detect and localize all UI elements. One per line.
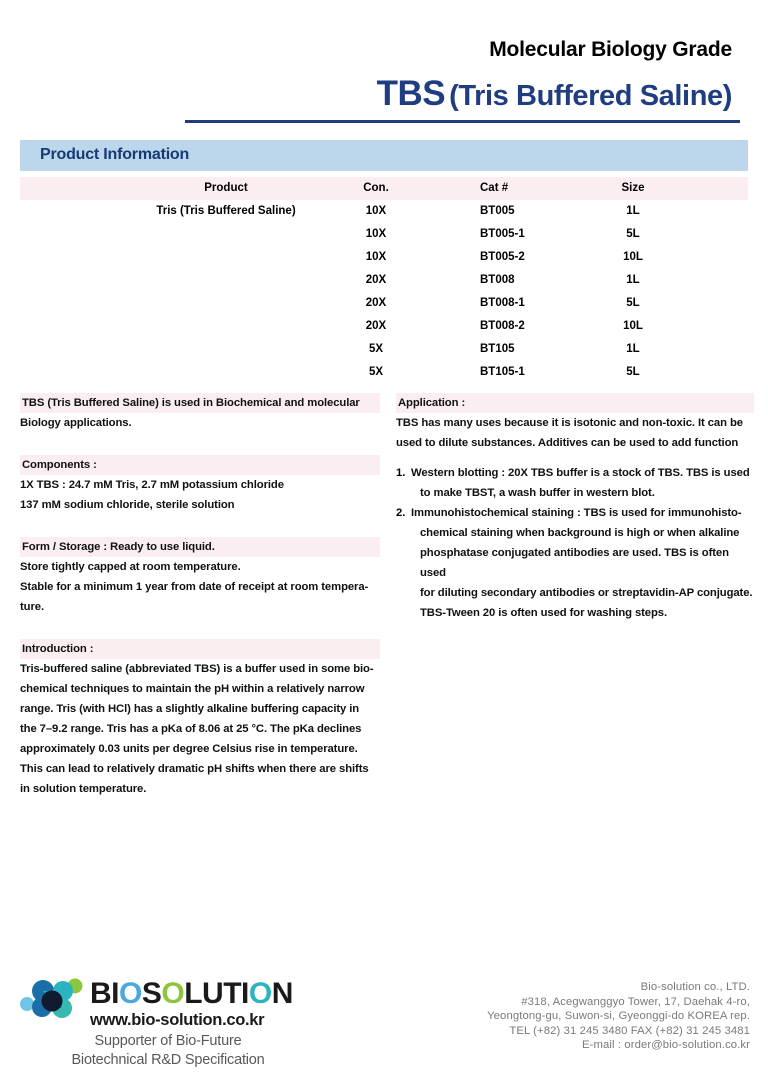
application-list [396,463,754,623]
introduction-line: This can lead to relatively dramatic pH shifts when there are shifts [20,763,369,775]
table-body [20,200,748,384]
company-wordmark [90,979,293,1009]
form-storage-line: ture. [20,601,44,613]
introduction-line: Tris-buffered saline (abbreviated TBS) is a buffer used in some bio- [20,663,374,675]
components-heading: Components : [20,455,380,475]
company-website-url[interactable]: www.bio-solution.co.kr [90,1011,265,1029]
introduction-line: the 7–9.2 range. Tris has a pKa of 8.06 at 25 °C. The pKa declines [20,723,362,735]
column-header-product: Product [204,182,248,194]
page-title [377,76,732,111]
cell-size: 5L [626,297,640,309]
wordmark-o-green: O [161,977,185,1010]
page-header [0,0,768,130]
cell-con: 20X [365,320,387,332]
components-block [20,455,380,515]
cell-size: 1L [626,343,640,355]
cell-cat: BT008-2 [480,320,525,332]
cell-size: 10L [623,251,643,263]
cell-size: 5L [626,366,640,378]
contact-email[interactable]: E-mail : order@bio-solution.co.kr [582,1039,750,1052]
column-header-con: Con. [363,182,389,194]
cell-size: 1L [626,205,640,217]
product-information-label: Product Information [40,146,190,163]
column-header-size: Size [621,182,645,194]
cell-cat: BT008-1 [480,297,525,309]
right-content-column [396,393,754,645]
introduction-block [20,639,380,799]
intro-summary-line: TBS (Tris Buffered Saline) is used in Biochemical and molecular [20,393,380,413]
introduction-line: in solution temperature. [20,783,147,795]
application-block [396,393,754,623]
product-information-bar [20,140,748,171]
application-line: TBS has many uses because it is isotonic and non-toxic. It can be [396,417,743,429]
cell-con: 5X [368,366,384,378]
cell-cat: BT005 [480,205,515,217]
table-row [20,269,748,292]
cell-product: Tris (Tris Buffered Saline) [156,205,296,217]
product-table [20,177,748,384]
cell-size: 10L [623,320,643,332]
list-item-line: Immunohistochemical staining : TBS is used for immunohisto- [411,507,742,519]
components-line: 137 mM sodium chloride, sterile solution [20,499,235,511]
application-list-item [396,503,754,623]
list-item-number: 2. [396,507,406,519]
list-item-line: for diluting secondary antibodies or streptavidin-AP conjugate. [420,587,753,599]
wordmark-s: S [141,977,162,1010]
components-line: 1X TBS : 24.7 mM Tris, 2.7 mM potassium chloride [20,479,284,491]
tagline-line-1: Supporter of Bio-Future [94,1033,242,1049]
introduction-line: approximately 0.03 units per degree Celsius rise in temperature. [20,743,358,755]
cell-cat: BT005-1 [480,228,525,240]
title-underline-rule [185,120,740,123]
cell-con: 10X [365,205,387,217]
table-row [20,292,748,315]
cell-size: 5L [626,228,640,240]
cell-size: 1L [626,274,640,286]
list-item-line: phosphatase conjugated antibodies are used. TBS is often used [420,547,729,579]
page-footer [0,970,768,1087]
table-row [20,200,748,223]
table-header-row [20,177,748,200]
application-heading: Application : [396,393,754,413]
cell-con: 5X [368,343,384,355]
intro-summary-block [20,393,380,433]
intro-summary-line: Biology applications. [20,417,132,429]
wordmark-n: N [271,977,293,1010]
application-list-item [396,463,754,503]
cell-cat: BT008 [480,274,515,286]
cell-cat: BT005-2 [480,251,525,263]
form-storage-heading: Form / Storage : Ready to use liquid. [20,537,380,557]
company-contact-info [487,980,750,1053]
page-title-sub: (Tris Buffered Saline) [449,80,732,112]
cell-cat: BT105 [480,343,515,355]
cell-con: 20X [365,274,387,286]
tagline-line-2: Biotechnical R&D Specification [71,1052,265,1068]
contact-phone-fax: TEL (+82) 31 245 3480 FAX (+82) 31 245 3481 [509,1024,750,1037]
list-item-line: chemical staining when background is high or when alkaline [420,527,740,539]
product-grade-label: Molecular Biology Grade [489,38,732,61]
cell-con: 10X [365,251,387,263]
introduction-line: chemical techniques to maintain the pH within a relatively narrow [20,683,365,695]
list-item-line: Western blotting : 20X TBS buffer is a stock of TBS. TBS is used [411,467,750,479]
wordmark-o-teal: O [248,977,272,1010]
list-item-number: 1. [396,467,406,479]
table-row [20,338,748,361]
wordmark-o-blue: O [119,977,142,1010]
form-storage-line: Store tightly capped at room temperature. [20,561,241,573]
application-line: used to dilute substances. Additives can be used to add function [396,437,739,449]
cell-cat: BT105-1 [480,366,525,378]
table-row [20,223,748,246]
contact-address-line-1: #318, Acegwanggyo Tower, 17, Daehak 4-ro, [521,995,750,1008]
table-row [20,246,748,269]
form-storage-line: Stable for a minimum 1 year from date of receipt at room tempera- [20,581,369,593]
table-row [20,315,748,338]
molecule-logo-icon [18,977,100,1023]
wordmark-luti: LUTI [184,977,249,1010]
list-item-line: to make TBST, a wash buffer in western blot. [420,487,655,499]
list-item-line: TBS-Tween 20 is often used for washing steps. [420,607,668,619]
form-storage-block [20,537,380,617]
contact-company-name: Bio-solution co., LTD. [640,981,750,993]
left-content-column [20,393,380,821]
spacer [396,453,754,463]
company-tagline [18,1032,318,1070]
introduction-line: range. Tris (with HCl) has a slightly alkaline buffering capacity in [20,703,360,715]
table-row [20,361,748,384]
cell-con: 20X [365,297,387,309]
contact-address-line-2: Yeongtong-gu, Suwon-si, Gyeonggi-do KOREA rep. [487,1010,750,1023]
cell-con: 10X [365,228,387,240]
column-header-cat: Cat # [480,182,509,194]
wordmark-bi: BI [90,977,119,1010]
page-title-main: TBS [376,74,446,113]
introduction-heading: Introduction : [20,639,380,659]
